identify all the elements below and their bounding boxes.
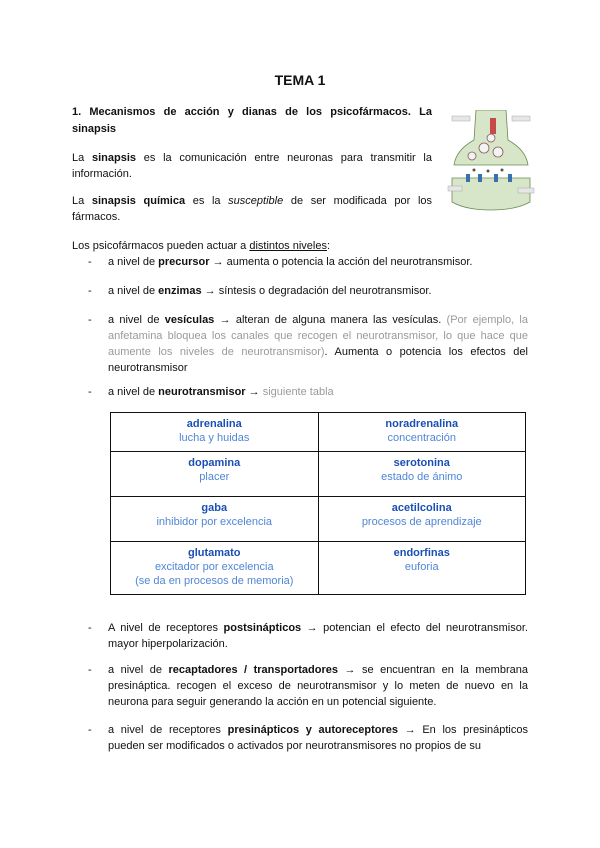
table-cell: dopamina placer xyxy=(111,452,319,497)
table-row xyxy=(111,413,526,452)
neurotransmitter-table xyxy=(110,412,526,595)
table-cell: adrenalina lucha y huidas xyxy=(111,413,319,452)
list-item: - a nivel de receptores presinápticos y autoreceptores → En los presinápticos pueden ser modificados o activados por neurotransmisores no propios de su xyxy=(88,724,528,752)
list-item: - a nivel de enzimas → síntesis o degradación del neurotransmisor. xyxy=(88,285,432,297)
synapse-diagram-image xyxy=(446,110,536,220)
table-cell: serotonina estado de ánimo xyxy=(318,452,526,497)
table-cell: acetilcolina procesos de aprendizaje xyxy=(318,497,526,542)
paragraph-sinapsis: La sinapsis es la comunicación entre neuronas para transmitir la información. xyxy=(72,152,432,180)
table-cell: gaba inhibidor por excelencia xyxy=(111,497,319,542)
table-row xyxy=(111,542,526,595)
list-item: - A nivel de receptores postsinápticos → potencian el efecto del neurotransmisor. mayor hiperpolarización. xyxy=(88,622,528,650)
table-row xyxy=(111,452,526,497)
list-item: - a nivel de recaptadores / transportadores → se encuentran en la membrana presináptica. recogen el exceso de neurotransmisor y lo meten de nuevo en la neurona para seguir generando la acción en un potencial siguiente. xyxy=(88,664,528,708)
paragraph-niveles: Los psicofármacos pueden actuar a distintos niveles: xyxy=(72,240,331,252)
table-cell: endorfinas euforia xyxy=(318,542,526,595)
table-cell: noradrenalina concentración xyxy=(318,413,526,452)
paragraph-sinapsis-quimica: La sinapsis química es la susceptible de ser modificada por los fármacos. xyxy=(72,195,432,223)
list-item: - a nivel de precursor → aumenta o potencia la acción del neurotransmisor. xyxy=(88,256,473,268)
table-row xyxy=(111,497,526,542)
page-title: TEMA 1 xyxy=(274,72,326,88)
section-heading: 1. Mecanismos de acción y dianas de los psicofármacos. La sinapsis xyxy=(72,106,432,135)
list-item: - a nivel de vesículas → alteran de alguna manera las vesículas. (Por ejemplo, la anfetamina bloquea los canales que recogen el neurotransmisor, lo que hace que aumente los niveles de neurotransmisor). Aumenta o potencia los efectos del neurotransmisor xyxy=(88,314,528,374)
table-cell: glutamato excitador por excelencia (se da en procesos de memoria) xyxy=(111,542,319,595)
list-item: - a nivel de neurotransmisor → siguiente tabla xyxy=(88,386,334,398)
